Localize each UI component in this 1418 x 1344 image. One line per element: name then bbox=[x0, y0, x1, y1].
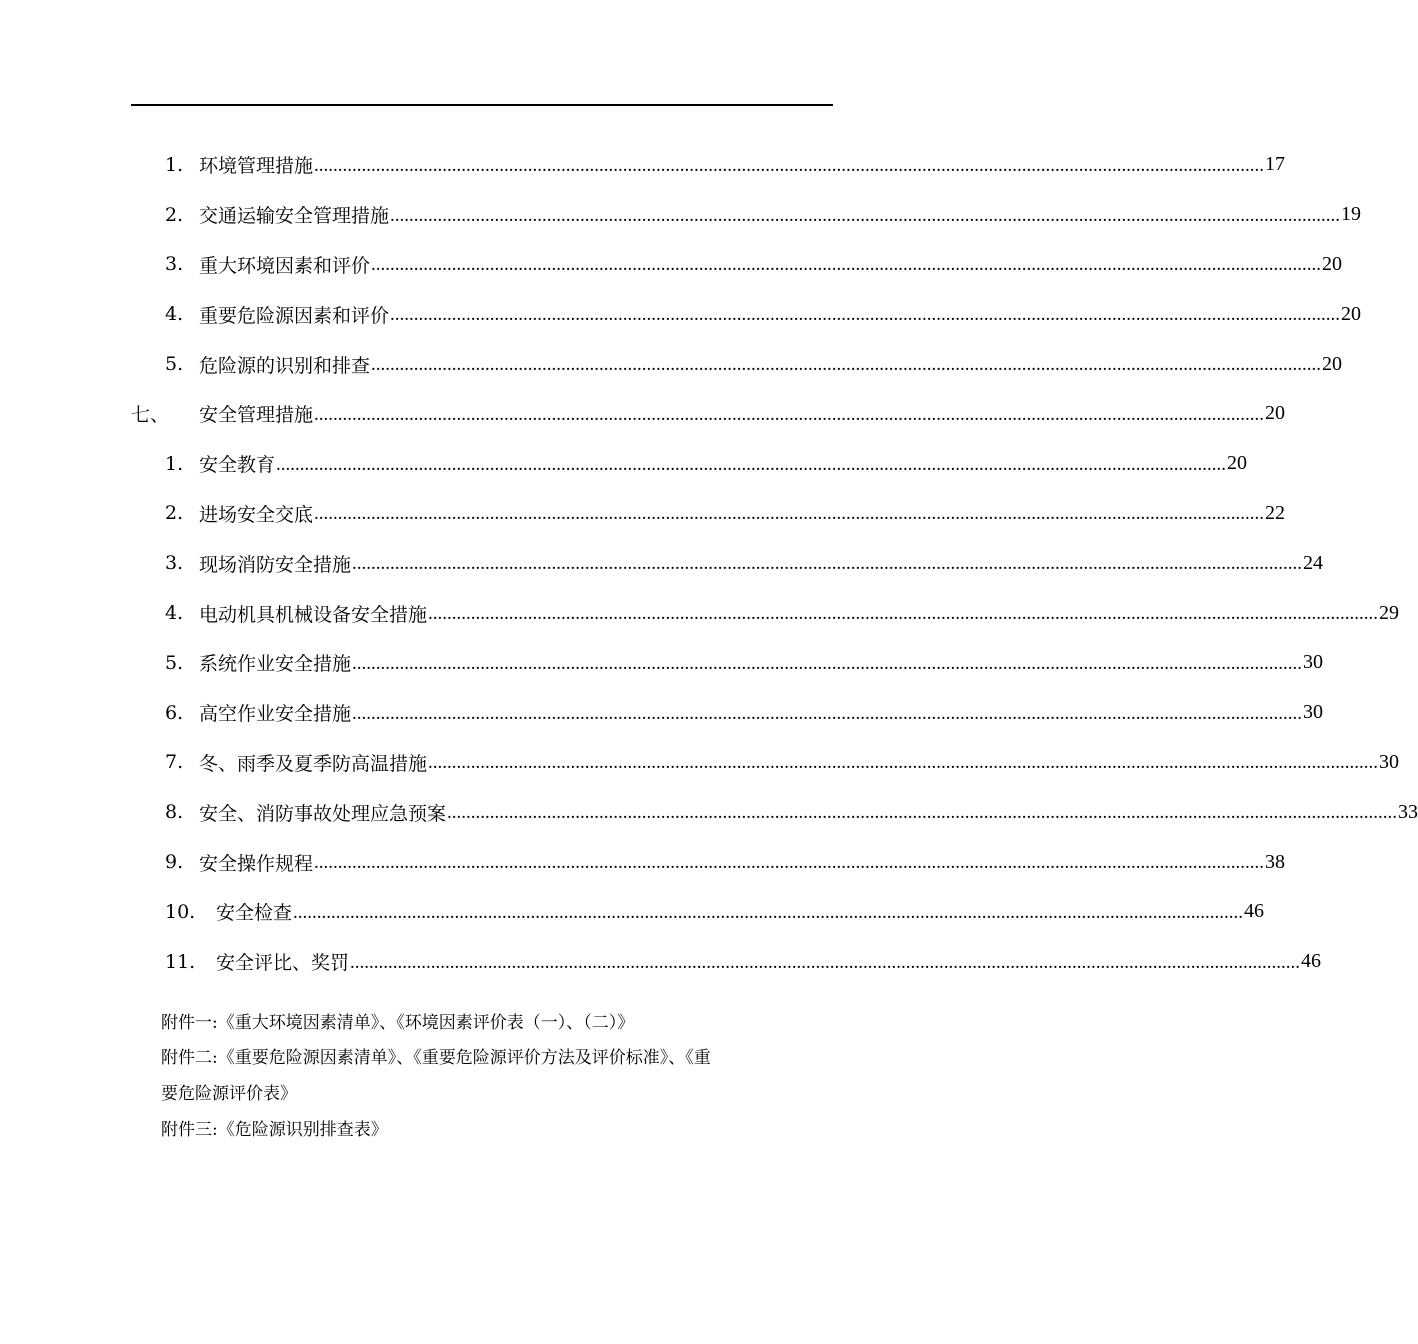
toc-number: 6. bbox=[165, 701, 184, 724]
toc-entry[interactable] bbox=[131, 439, 1248, 489]
toc-number: 4. bbox=[165, 602, 184, 625]
toc-page: 20 bbox=[1322, 352, 1343, 375]
toc-entry[interactable] bbox=[131, 339, 1343, 389]
toc-number: 4. bbox=[165, 303, 184, 326]
toc-entry[interactable] bbox=[131, 937, 1322, 987]
toc-number: 10. bbox=[165, 900, 196, 923]
toc-entry[interactable] bbox=[131, 588, 1400, 638]
toc-title: 交通运输安全管理措施 bbox=[199, 205, 390, 228]
toc-page: 22 bbox=[1265, 501, 1286, 524]
toc-leader: ........................................................................................................................................................................................................ bbox=[371, 254, 1322, 276]
table-of-contents bbox=[131, 140, 1418, 987]
appendix-3: 附件三:《危险源识别排查表》 bbox=[161, 1120, 388, 1140]
toc-number: 2. bbox=[165, 203, 184, 226]
toc-page: 19 bbox=[1341, 203, 1362, 226]
toc-leader: ........................................................................................................................................................................................................ bbox=[352, 652, 1303, 674]
toc-leader: ........................................................................................................................................................................................................ bbox=[314, 403, 1265, 425]
toc-leader: ........................................................................................................................................................................................................ bbox=[390, 204, 1341, 226]
toc-title: 环境管理措施 bbox=[199, 155, 314, 178]
toc-number: 1. bbox=[165, 153, 184, 176]
toc-number: 11. bbox=[165, 950, 196, 973]
appendix-2-continued: 要危险源评价表》 bbox=[161, 1084, 297, 1104]
toc-leader: ........................................................................................................................................................................................................ bbox=[428, 603, 1379, 625]
toc-entry[interactable] bbox=[131, 887, 1265, 937]
toc-leader: ........................................................................................................................................................................................................ bbox=[314, 503, 1265, 525]
toc-page: 20 bbox=[1322, 252, 1343, 275]
toc-title: 危险源的识别和排查 bbox=[199, 354, 371, 377]
toc-leader: ........................................................................................................................................................................................................ bbox=[276, 453, 1227, 475]
toc-title: 安全教育 bbox=[199, 454, 276, 477]
toc-leader: ........................................................................................................................................................................................................ bbox=[352, 553, 1303, 575]
toc-title: 进场安全交底 bbox=[199, 503, 314, 526]
toc-title: 冬、雨季及夏季防高温措施 bbox=[199, 752, 428, 775]
appendix-1: 附件一:《重大环境因素清单》、《环境因素评价表（一）、（二）》 bbox=[161, 1013, 635, 1033]
toc-entry[interactable] bbox=[131, 837, 1286, 887]
toc-leader: ........................................................................................................................................................................................................ bbox=[350, 951, 1301, 973]
toc-number: 5. bbox=[165, 651, 184, 674]
toc-leader: ........................................................................................................................................................................................................ bbox=[447, 802, 1398, 824]
toc-entry[interactable] bbox=[131, 240, 1343, 290]
toc-number: 5. bbox=[165, 353, 184, 376]
toc-page: 46 bbox=[1301, 950, 1322, 973]
toc-leader: ........................................................................................................................................................................................................ bbox=[428, 752, 1379, 774]
toc-number: 3. bbox=[165, 253, 184, 276]
toc-page: 29 bbox=[1379, 601, 1400, 624]
toc-title: 高空作业安全措施 bbox=[199, 703, 352, 726]
toc-entry[interactable] bbox=[131, 489, 1286, 539]
toc-entry[interactable] bbox=[131, 140, 1286, 190]
toc-leader: ........................................................................................................................................................................................................ bbox=[293, 901, 1244, 923]
toc-entry[interactable] bbox=[131, 787, 1418, 837]
toc-leader: ........................................................................................................................................................................................................ bbox=[314, 154, 1265, 176]
toc-page: 46 bbox=[1244, 900, 1265, 923]
toc-title: 安全管理措施 bbox=[199, 404, 314, 427]
toc-entry[interactable] bbox=[131, 688, 1324, 738]
toc-number: 9. bbox=[165, 851, 184, 874]
toc-page: 24 bbox=[1303, 551, 1324, 574]
toc-number: 七、 bbox=[131, 404, 170, 427]
toc-number: 7. bbox=[165, 751, 184, 774]
toc-page: 20 bbox=[1227, 452, 1248, 475]
toc-entry[interactable] bbox=[131, 389, 1286, 439]
appendix-2: 附件二:《重要危险源因素清单》、《重要危险源评价方法及评价标准》、《重 bbox=[161, 1048, 711, 1068]
toc-title: 安全检查 bbox=[216, 902, 293, 925]
toc-leader: ........................................................................................................................................................................................................ bbox=[390, 304, 1341, 326]
toc-title: 安全、消防事故处理应急预案 bbox=[199, 802, 447, 825]
header-rule bbox=[131, 104, 833, 106]
toc-page: 38 bbox=[1265, 850, 1286, 873]
toc-page: 33 bbox=[1398, 800, 1418, 823]
toc-page: 17 bbox=[1265, 153, 1286, 176]
toc-entry[interactable] bbox=[131, 289, 1362, 339]
toc-number: 2. bbox=[165, 502, 184, 525]
toc-title: 重要危险源因素和评价 bbox=[199, 304, 390, 327]
toc-title: 安全评比、奖罚 bbox=[216, 952, 350, 975]
toc-page: 30 bbox=[1303, 701, 1324, 724]
toc-page: 20 bbox=[1341, 302, 1362, 325]
toc-title: 安全操作规程 bbox=[199, 852, 314, 875]
toc-leader: ........................................................................................................................................................................................................ bbox=[314, 852, 1265, 874]
toc-page: 30 bbox=[1379, 750, 1400, 773]
toc-leader: ........................................................................................................................................................................................................ bbox=[371, 354, 1322, 376]
toc-entry[interactable] bbox=[131, 538, 1324, 588]
toc-entry[interactable] bbox=[131, 638, 1324, 688]
toc-title: 电动机具机械设备安全措施 bbox=[199, 603, 428, 626]
toc-number: 8. bbox=[165, 801, 184, 824]
toc-leader: ........................................................................................................................................................................................................ bbox=[352, 702, 1303, 724]
toc-page: 30 bbox=[1303, 651, 1324, 674]
toc-title: 系统作业安全措施 bbox=[199, 653, 352, 676]
toc-title: 重大环境因素和评价 bbox=[199, 254, 371, 277]
toc-entry[interactable] bbox=[131, 190, 1362, 240]
toc-entry[interactable] bbox=[131, 738, 1400, 788]
toc-number: 3. bbox=[165, 552, 184, 575]
toc-title: 现场消防安全措施 bbox=[199, 553, 352, 576]
toc-page: 20 bbox=[1265, 402, 1286, 425]
toc-number: 1. bbox=[165, 452, 184, 475]
